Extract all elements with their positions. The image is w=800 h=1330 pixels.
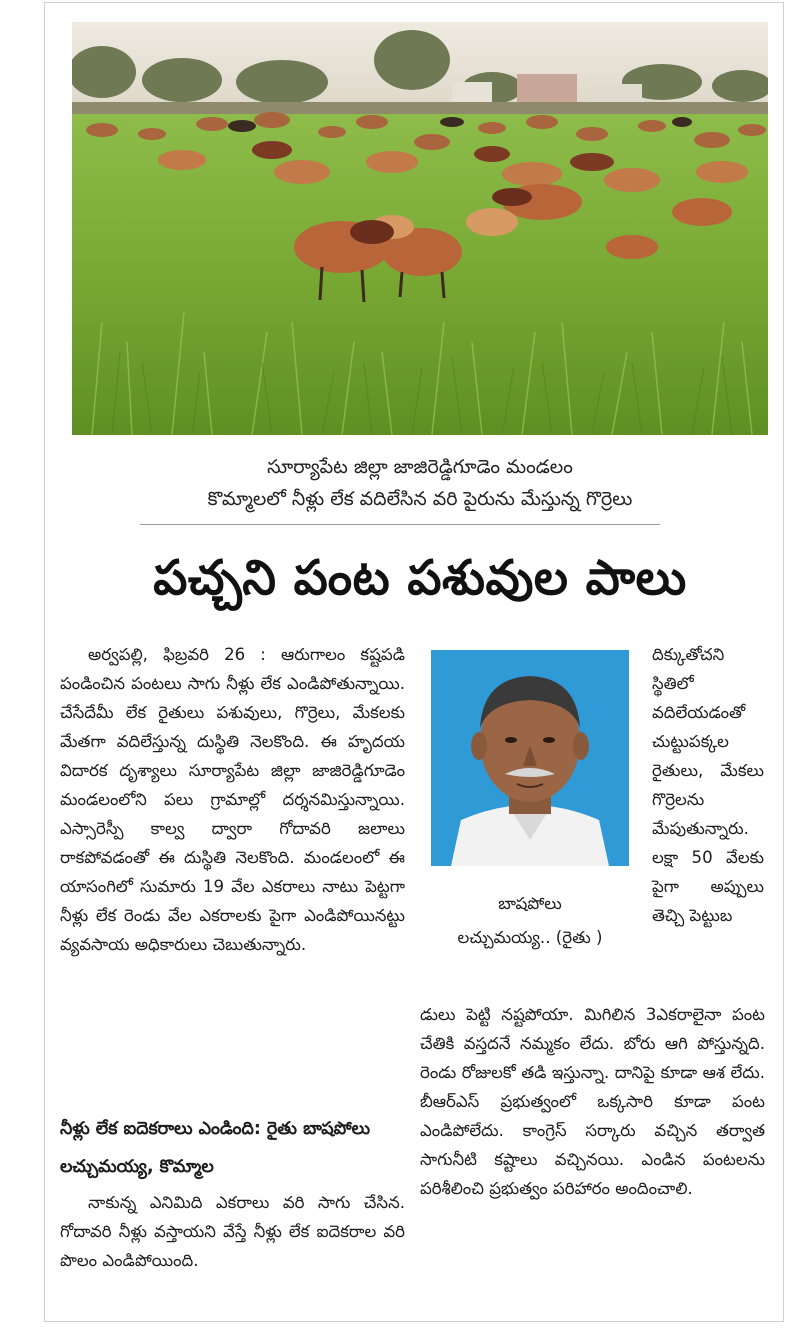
caption-divider bbox=[140, 524, 660, 525]
news-photo bbox=[72, 22, 768, 435]
portrait-caption-role: లచ్చుమయ్య.. (రైతు ) bbox=[457, 928, 603, 947]
article-paragraph-4: డులు పెట్టి నష్టపోయా. మిగిలిన 3ఎకరాలైనా పంట చేతికి వస్తదనే నమ్మకం లేదు. బోరు ఆగి పోస్తున్నది. రెండు రోజులకో తడి ఇస్తున్నా. దానిపై కూడా ఆశ లేదు. బీఆర్ఎస్ ప్రభుత్వంలో ఒక్కసారి కూడా పంట ఎండిపోలేదు. కాంగ్రెస్ సర్కారు వచ్చిన తర్వాత సాగునీటి కష్టాలు వచ్చినయి. ఎండిన పంటలను పరిశీలించి ప్రభుత్వం పరిహారం అందించాలి. bbox=[420, 1005, 765, 1198]
headline: పచ్చని పంట పశువుల పాలు bbox=[153, 550, 687, 606]
article-subheading: నీళ్లు లేక ఐదెకరాలు ఎండింది: రైతు బాషపోలు లచ్చుమయ్య, కొమ్మాల bbox=[60, 1119, 371, 1177]
article-paragraph-2: నాకున్న ఎనిమిది ఎకరాలు వరి సాగు చేసిన. గోదావరి నీళ్లు వస్తాయని వేస్తే నీళ్లు లేక ఐదెకరాల వరి పొలం ఎండిపోయింది. bbox=[60, 1193, 405, 1270]
photo-caption-line-2: కొమ్మాలలో నీళ్లు లేక వదిలేసిన వరి పైరును మేస్తున్న గొర్రెలు bbox=[207, 488, 633, 510]
article-paragraph-1: అర్వపల్లి, ఫిబ్రవరి 26 : ఆరుగాలం కష్టపడి పండించిన పంటలు సాగు నీళ్లు లేక ఎండిపోతున్నాయి. చేసేదేమీ లేక రైతులు పశువులు, గొర్రెలు, మేకలకు మేతగా వదిలేస్తున్న దుస్థితి నెలకొంది. ఈ హృదయ విదారక దృశ్యాలు సూర్యాపేట జిల్లా జాజిరెడ్డిగూడెం మండలంలోని పలు గ్రామాల్లో దర్శనమిస్తున్నాయి. ఎస్సారెస్పీ కాల్వ ద్వారా గోదావరి జలాలు రాకపోవడంతో ఈ దుస్థితి నెలకొంది. మండలంలో ఈ యాసంగిలో సుమారు 19 వేల ఎకరాలు నాటు పెట్టగా నీళ్లు లేక రెండు వేల ఎకరాలకు పైగా ఎండిపోయినట్టు వ్యవసాయ అధికారులు చెబుతున్నారు. bbox=[60, 645, 405, 954]
article-paragraph-3: దిక్కుతోచని స్థితిలో వదిలేయడంతో చుట్టుపక్కల రైతులు, మేకలు గొర్రెలను మేపుతున్నారు. లక్షా 50 వేలకు పైగా అప్పులు తెచ్చి పెట్టుబ bbox=[652, 645, 764, 925]
portrait-caption-name: బాషపోలు bbox=[498, 894, 562, 913]
farmer-portrait bbox=[431, 650, 629, 866]
photo-caption-line-1: సూర్యాపేట జిల్లా జాజిరెడ్డిగూడెం మండలం bbox=[267, 456, 573, 478]
